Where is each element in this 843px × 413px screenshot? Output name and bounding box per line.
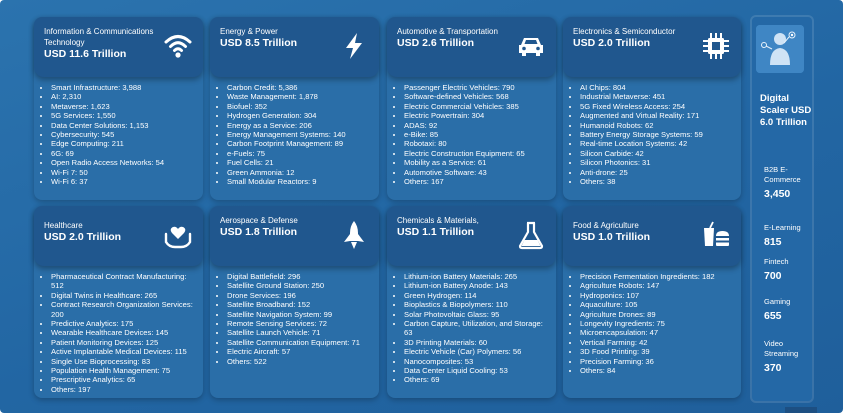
list-item: • Agriculture Robots: 147 (580, 281, 735, 290)
card-item-list (43, 272, 197, 394)
list-item: • Others: 38 (580, 177, 735, 186)
card-value: USD 2.6 Trillion (397, 37, 475, 49)
list-item: • Drone Services: 196 (227, 291, 373, 300)
side-item (764, 297, 812, 322)
card-energy (210, 17, 379, 200)
list-item: • Carbon Credit: 5,386 (227, 83, 373, 92)
card-item-list (43, 83, 197, 186)
list-item: • Lithium-ion Battery Anode: 143 (404, 281, 550, 290)
list-item: • Vertical Farming: 42 (580, 338, 735, 347)
card-value: USD 1.8 Trillion (220, 226, 298, 238)
list-item: • Industrial Metaverse: 451 (580, 92, 735, 101)
microchip-icon (701, 31, 731, 61)
list-item: • Green Hydrogen: 114 (404, 291, 550, 300)
list-item: • Population Health Management: 75 (51, 366, 197, 375)
list-item: • Satellite Communication Equipment: 71 (227, 338, 373, 347)
card-value: USD 1.0 Trillion (573, 231, 651, 243)
card-header (34, 17, 203, 77)
list-item: • Others: 84 (580, 366, 735, 375)
side-item-label: E-Learning (764, 223, 801, 232)
list-item: • Electric Vehicle (Car) Polymers: 56 (404, 347, 550, 356)
card-item-list (219, 272, 373, 366)
list-item: • Precision Farming: 36 (580, 357, 735, 366)
side-item-value: 815 (764, 236, 782, 248)
list-item: • Carbon Footprint Management: 89 (227, 139, 373, 148)
list-item: • Silicon Photonics: 31 (580, 158, 735, 167)
list-item: • Energy as a Service: 206 (227, 121, 373, 130)
list-item: • Fuel Cells: 21 (227, 158, 373, 167)
list-item: • Others: 167 (404, 177, 550, 186)
card-healthcare (34, 206, 203, 398)
side-item-label: B2B E-Commerce (764, 165, 801, 184)
bottom-tab-marker (785, 407, 817, 413)
card-aerospace (210, 206, 379, 398)
list-item: • Precision Fermentation Ingredients: 182 (580, 272, 735, 281)
list-item: • Data Center Solutions: 1,153 (51, 121, 197, 130)
side-item-value: 3,450 (764, 188, 791, 200)
list-item: • Satellite Launch Vehicle: 71 (227, 328, 373, 337)
side-item (764, 165, 812, 200)
flask-icon (516, 220, 546, 250)
list-item: • 3D Printing Materials: 60 (404, 338, 550, 347)
card-header (563, 206, 741, 266)
list-item: • Wi-Fi 7: 50 (51, 168, 197, 177)
card-item-list (396, 83, 550, 186)
fast-food-icon (701, 220, 731, 250)
list-item: • Battery Energy Storage Systems: 59 (580, 130, 735, 139)
card-header (210, 17, 379, 77)
list-item: • Cybersecurity: 545 (51, 130, 197, 139)
list-item: • Active Implantable Medical Devices: 115 (51, 347, 197, 356)
list-item: • AI: 2,310 (51, 92, 197, 101)
list-item: • Longevity Ingredients: 75 (580, 319, 735, 328)
list-item: • Automotive Software: 43 (404, 168, 550, 177)
list-item: • Aquaculture: 105 (580, 300, 735, 309)
list-item: • 3D Food Printing: 39 (580, 347, 735, 356)
list-item: • Open Radio Access Networks: 54 (51, 158, 197, 167)
list-item: • Silicon Carbide: 42 (580, 149, 735, 158)
list-item: • Satellite Broadband: 152 (227, 300, 373, 309)
list-item: • Microencapsulation: 47 (580, 328, 735, 337)
digital-touch-icon (756, 25, 804, 73)
card-value: USD 8.5 Trillion (220, 37, 298, 49)
card-category: Information & Communications Technology (44, 27, 154, 47)
side-item-label: Fintech (764, 257, 789, 266)
list-item: • Robotaxi: 80 (404, 139, 550, 148)
list-item: • Wi-Fi 6: 37 (51, 177, 197, 186)
list-item: • Smart Infrastructure: 3,988 (51, 83, 197, 92)
side-item (764, 339, 812, 374)
card-item-list (219, 83, 373, 186)
list-item: • e-Fuels: 75 (227, 149, 373, 158)
list-item: • Electric Aircraft: 57 (227, 347, 373, 356)
card-value: USD 2.0 Trillion (44, 231, 122, 243)
list-item: • 6G: 69 (51, 149, 197, 158)
list-item: • Small Modular Reactors: 9 (227, 177, 373, 186)
list-item: • Hydroponics: 107 (580, 291, 735, 300)
list-item: • Waste Management: 1,878 (227, 92, 373, 101)
list-item: • Mobility as a Service: 61 (404, 158, 550, 167)
list-item: • Electric Powertrain: 304 (404, 111, 550, 120)
card-ict (34, 17, 203, 200)
card-value: USD 2.0 Trillion (573, 37, 651, 49)
list-item: • Remote Sensing Services: 72 (227, 319, 373, 328)
list-item: • Digital Battlefield: 296 (227, 272, 373, 281)
space-shuttle-icon (339, 220, 369, 250)
list-item: • AI Chips: 804 (580, 83, 735, 92)
card-category: Healthcare (44, 221, 83, 230)
card-item-list (396, 272, 550, 385)
card-header (387, 17, 556, 77)
side-item-value: 655 (764, 310, 782, 322)
list-item: • Humanoid Robots: 62 (580, 121, 735, 130)
list-item: • ADAS: 92 (404, 121, 550, 130)
card-chemicals (387, 206, 556, 398)
card-category: Energy & Power (220, 27, 278, 36)
list-item: • Metaverse: 1,623 (51, 102, 197, 111)
list-item: • Contract Research Organization Services: 200 (51, 300, 197, 319)
card-automotive (387, 17, 556, 200)
side-item-label: Video Streaming (764, 339, 799, 358)
list-item: • Electric Construction Equipment: 65 (404, 149, 550, 158)
list-item: • Digital Twins in Healthcare: 265 (51, 291, 197, 300)
list-item: • Pharmaceutical Contract Manufacturing: 512 (51, 272, 197, 291)
list-item: • Wearable Healthcare Devices: 145 (51, 328, 197, 337)
card-item-list (572, 83, 735, 186)
list-item: • Electric Commercial Vehicles: 385 (404, 102, 550, 111)
card-category: Chemicals & Materials, (397, 216, 479, 225)
list-item: • Predictive Analytics: 175 (51, 319, 197, 328)
lightning-bolt-icon (339, 31, 369, 61)
list-item: • Agriculture Drones: 89 (580, 310, 735, 319)
list-item: • Prescriptive Analytics: 65 (51, 375, 197, 384)
list-item: • Solar Photovoltaic Glass: 95 (404, 310, 550, 319)
list-item: • Patient Monitoring Devices: 125 (51, 338, 197, 347)
list-item: • Edge Computing: 211 (51, 139, 197, 148)
list-item: • Anti-drone: 25 (580, 168, 735, 177)
heart-hands-icon (163, 220, 193, 250)
card-category: Aerospace & Defense (220, 216, 298, 225)
side-header-image (756, 25, 804, 73)
side-item-value: 700 (764, 270, 782, 282)
car-icon (516, 31, 546, 61)
list-item: • Carbon Capture, Utilization, and Storage: 63 (404, 319, 550, 338)
list-item: • Energy Management Systems: 140 (227, 130, 373, 139)
list-item: • Real-time Location Systems: 42 (580, 139, 735, 148)
list-item: • e-Bike: 85 (404, 130, 550, 139)
card-header (563, 17, 741, 77)
card-value: USD 1.1 Trillion (397, 226, 475, 238)
list-item: • Satellite Ground Station: 250 (227, 281, 373, 290)
wifi-icon (163, 31, 193, 61)
list-item: • Data Center Liquid Cooling: 53 (404, 366, 550, 375)
side-item-value: 370 (764, 362, 782, 374)
card-category: Automotive & Transportation (397, 27, 498, 36)
list-item: • Nanocomposites: 53 (404, 357, 550, 366)
digital-scaler-panel (752, 17, 812, 401)
list-item: • Others: 69 (404, 375, 550, 384)
list-item: • Hydrogen Generation: 304 (227, 111, 373, 120)
list-item: • Software-defined Vehicles: 568 (404, 92, 550, 101)
list-item: • Biofuel: 352 (227, 102, 373, 111)
card-category: Electronics & Semiconductor (573, 27, 676, 36)
side-title: Digital Scaler USD 6.0 Trillion (760, 93, 812, 128)
card-value: USD 11.6 Trillion (44, 48, 127, 60)
card-item-list (572, 272, 735, 375)
card-header (387, 206, 556, 266)
card-category: Food & Agriculture (573, 221, 639, 230)
list-item: • Passenger Electric Vehicles: 790 (404, 83, 550, 92)
card-header (34, 206, 203, 266)
list-item: • Green Ammonia: 12 (227, 168, 373, 177)
list-item: • Lithium-ion Battery Materials: 265 (404, 272, 550, 281)
list-item: • 5G Fixed Wireless Access: 254 (580, 102, 735, 111)
list-item: • 5G Services: 1,550 (51, 111, 197, 120)
list-item: • Single Use Bioprocessing: 83 (51, 357, 197, 366)
side-item (764, 257, 812, 282)
card-food (563, 206, 741, 398)
list-item: • Bioplastics & Biopolymers: 110 (404, 300, 550, 309)
list-item: • Others: 522 (227, 357, 373, 366)
side-item-label: Gaming (764, 297, 791, 306)
list-item: • Satellite Navigation System: 99 (227, 310, 373, 319)
side-item (764, 223, 812, 248)
card-header (210, 206, 379, 266)
card-electronics (563, 17, 741, 200)
list-item: • Augmented and Virtual Reality: 171 (580, 111, 735, 120)
list-item: • Others: 197 (51, 385, 197, 394)
